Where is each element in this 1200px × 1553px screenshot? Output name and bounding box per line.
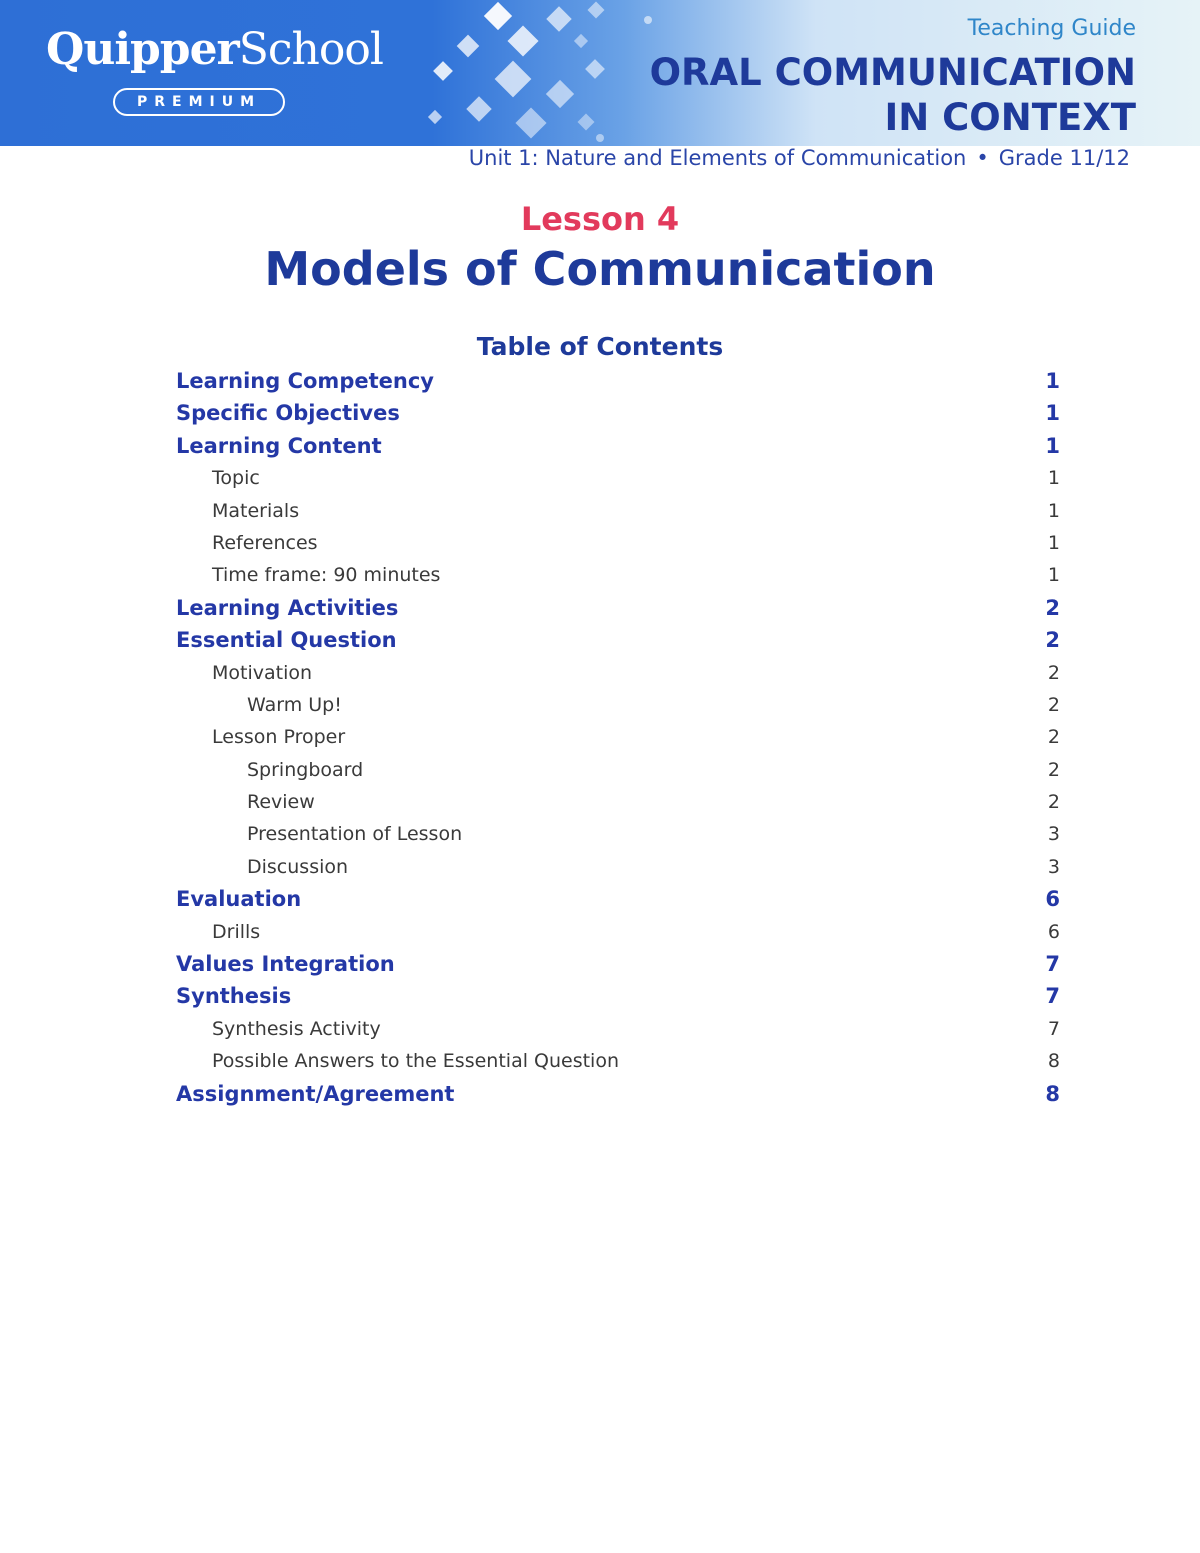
toc-entry-page: 1 xyxy=(1045,401,1060,426)
grade-label: Grade 11/12 xyxy=(998,146,1130,170)
toc-entry-page: 2 xyxy=(1047,726,1060,749)
toc-entry[interactable] xyxy=(176,883,1060,915)
table-of-contents xyxy=(176,365,1060,1110)
toc-entry-page: 1 xyxy=(1047,531,1060,554)
toc-entry-page: 1 xyxy=(1047,467,1060,490)
toc-entry-page: 2 xyxy=(1047,661,1060,684)
toc-entry-page: 8 xyxy=(1047,1050,1060,1073)
premium-badge: PREMIUM xyxy=(113,88,285,116)
toc-entry[interactable] xyxy=(176,624,1060,656)
toc-entry-label: Motivation xyxy=(212,661,313,684)
course-title-line-2: IN CONTEXT xyxy=(884,96,1136,139)
lesson-number: Lesson 4 xyxy=(520,200,680,238)
toc-entry[interactable] xyxy=(176,1013,1060,1045)
toc-entry-page: 2 xyxy=(1047,758,1060,781)
toc-entry-page: 6 xyxy=(1047,920,1060,943)
toc-entry-label: Specific Objectives xyxy=(176,401,400,426)
unit-grade-line xyxy=(469,146,1130,170)
toc-entry[interactable] xyxy=(176,592,1060,624)
toc-entry-label: Essential Question xyxy=(176,628,397,653)
toc-entry-page: 7 xyxy=(1045,984,1060,1009)
lesson-title: Models of Communication xyxy=(264,242,936,296)
toc-entry[interactable] xyxy=(176,657,1060,689)
toc-entry-page: 7 xyxy=(1047,1017,1060,1040)
toc-entry[interactable] xyxy=(176,1045,1060,1077)
toc-entry-page: 8 xyxy=(1045,1081,1060,1106)
logo-brand: Quipper xyxy=(46,24,239,75)
toc-entry-label: Learning Activities xyxy=(176,595,399,620)
teaching-guide-label: Teaching Guide xyxy=(967,16,1136,41)
toc-entry-page: 1 xyxy=(1045,369,1060,393)
toc-entry[interactable] xyxy=(176,916,1060,948)
toc-entry-label: References xyxy=(212,531,318,554)
toc-entry-label: Learning Content xyxy=(176,433,382,458)
toc-entry-page: 3 xyxy=(1047,855,1060,878)
toc-entry[interactable] xyxy=(176,365,1060,397)
toc-entry-label: Materials xyxy=(212,499,300,522)
toc-entry-label: Possible Answers to the Essential Question xyxy=(212,1050,620,1073)
toc-entry[interactable] xyxy=(176,786,1060,818)
toc-entry-label: Values Integration xyxy=(176,952,395,977)
toc-entry[interactable] xyxy=(176,1078,1060,1110)
toc-entry-page: 7 xyxy=(1045,952,1060,977)
toc-entry-page: 6 xyxy=(1045,887,1060,912)
toc-entry-page: 2 xyxy=(1045,628,1060,653)
toc-entry[interactable] xyxy=(176,559,1060,591)
toc-entry-label: Springboard xyxy=(247,758,364,781)
toc-entry[interactable] xyxy=(176,818,1060,850)
toc-entry-page: 2 xyxy=(1047,693,1060,716)
toc-entry[interactable] xyxy=(176,980,1060,1012)
toc-entry-label: Presentation of Lesson xyxy=(247,823,463,846)
toc-entry[interactable] xyxy=(176,495,1060,527)
course-title xyxy=(650,50,1136,140)
toc-entry-label: Synthesis Activity xyxy=(212,1017,381,1040)
toc-entry-label: Drills xyxy=(212,920,261,943)
toc-entry-label: Learning Competency xyxy=(176,369,434,393)
toc-entry[interactable] xyxy=(176,397,1060,429)
bullet-separator: • xyxy=(976,146,989,170)
toc-entry[interactable] xyxy=(176,851,1060,883)
toc-entry[interactable] xyxy=(176,948,1060,980)
toc-entry-label: Evaluation xyxy=(176,887,302,912)
toc-entry-page: 2 xyxy=(1045,595,1060,620)
logo-suffix: School xyxy=(238,24,383,75)
toc-entry[interactable] xyxy=(176,462,1060,494)
toc-entry-page: 2 xyxy=(1047,791,1060,814)
quipper-school-logo xyxy=(46,24,383,75)
toc-entry[interactable] xyxy=(176,689,1060,721)
toc-entry[interactable] xyxy=(176,430,1060,462)
toc-entry[interactable] xyxy=(176,527,1060,559)
toc-entry-label: Assignment/Agreement xyxy=(176,1081,455,1106)
toc-entry-label: Lesson Proper xyxy=(212,726,346,749)
toc-entry[interactable] xyxy=(176,721,1060,753)
toc-entry-label: Time frame: 90 minutes xyxy=(212,564,441,587)
toc-entry-page: 3 xyxy=(1047,823,1060,846)
toc-entry-label: Warm Up! xyxy=(247,693,342,716)
unit-label: Unit 1: Nature and Elements of Communication xyxy=(468,146,967,170)
toc-entry-page: 1 xyxy=(1045,433,1060,458)
toc-entry-page: 1 xyxy=(1047,564,1060,587)
toc-entry-label: Synthesis xyxy=(176,984,292,1009)
toc-heading: Table of Contents xyxy=(476,332,724,361)
course-title-line-1: ORAL COMMUNICATION xyxy=(649,51,1136,94)
toc-entry-label: Discussion xyxy=(247,855,349,878)
toc-entry-label: Topic xyxy=(212,467,260,490)
header-banner xyxy=(0,0,1200,146)
toc-entry[interactable] xyxy=(176,754,1060,786)
toc-entry-label: Review xyxy=(247,791,315,814)
toc-entry-page: 1 xyxy=(1047,499,1060,522)
